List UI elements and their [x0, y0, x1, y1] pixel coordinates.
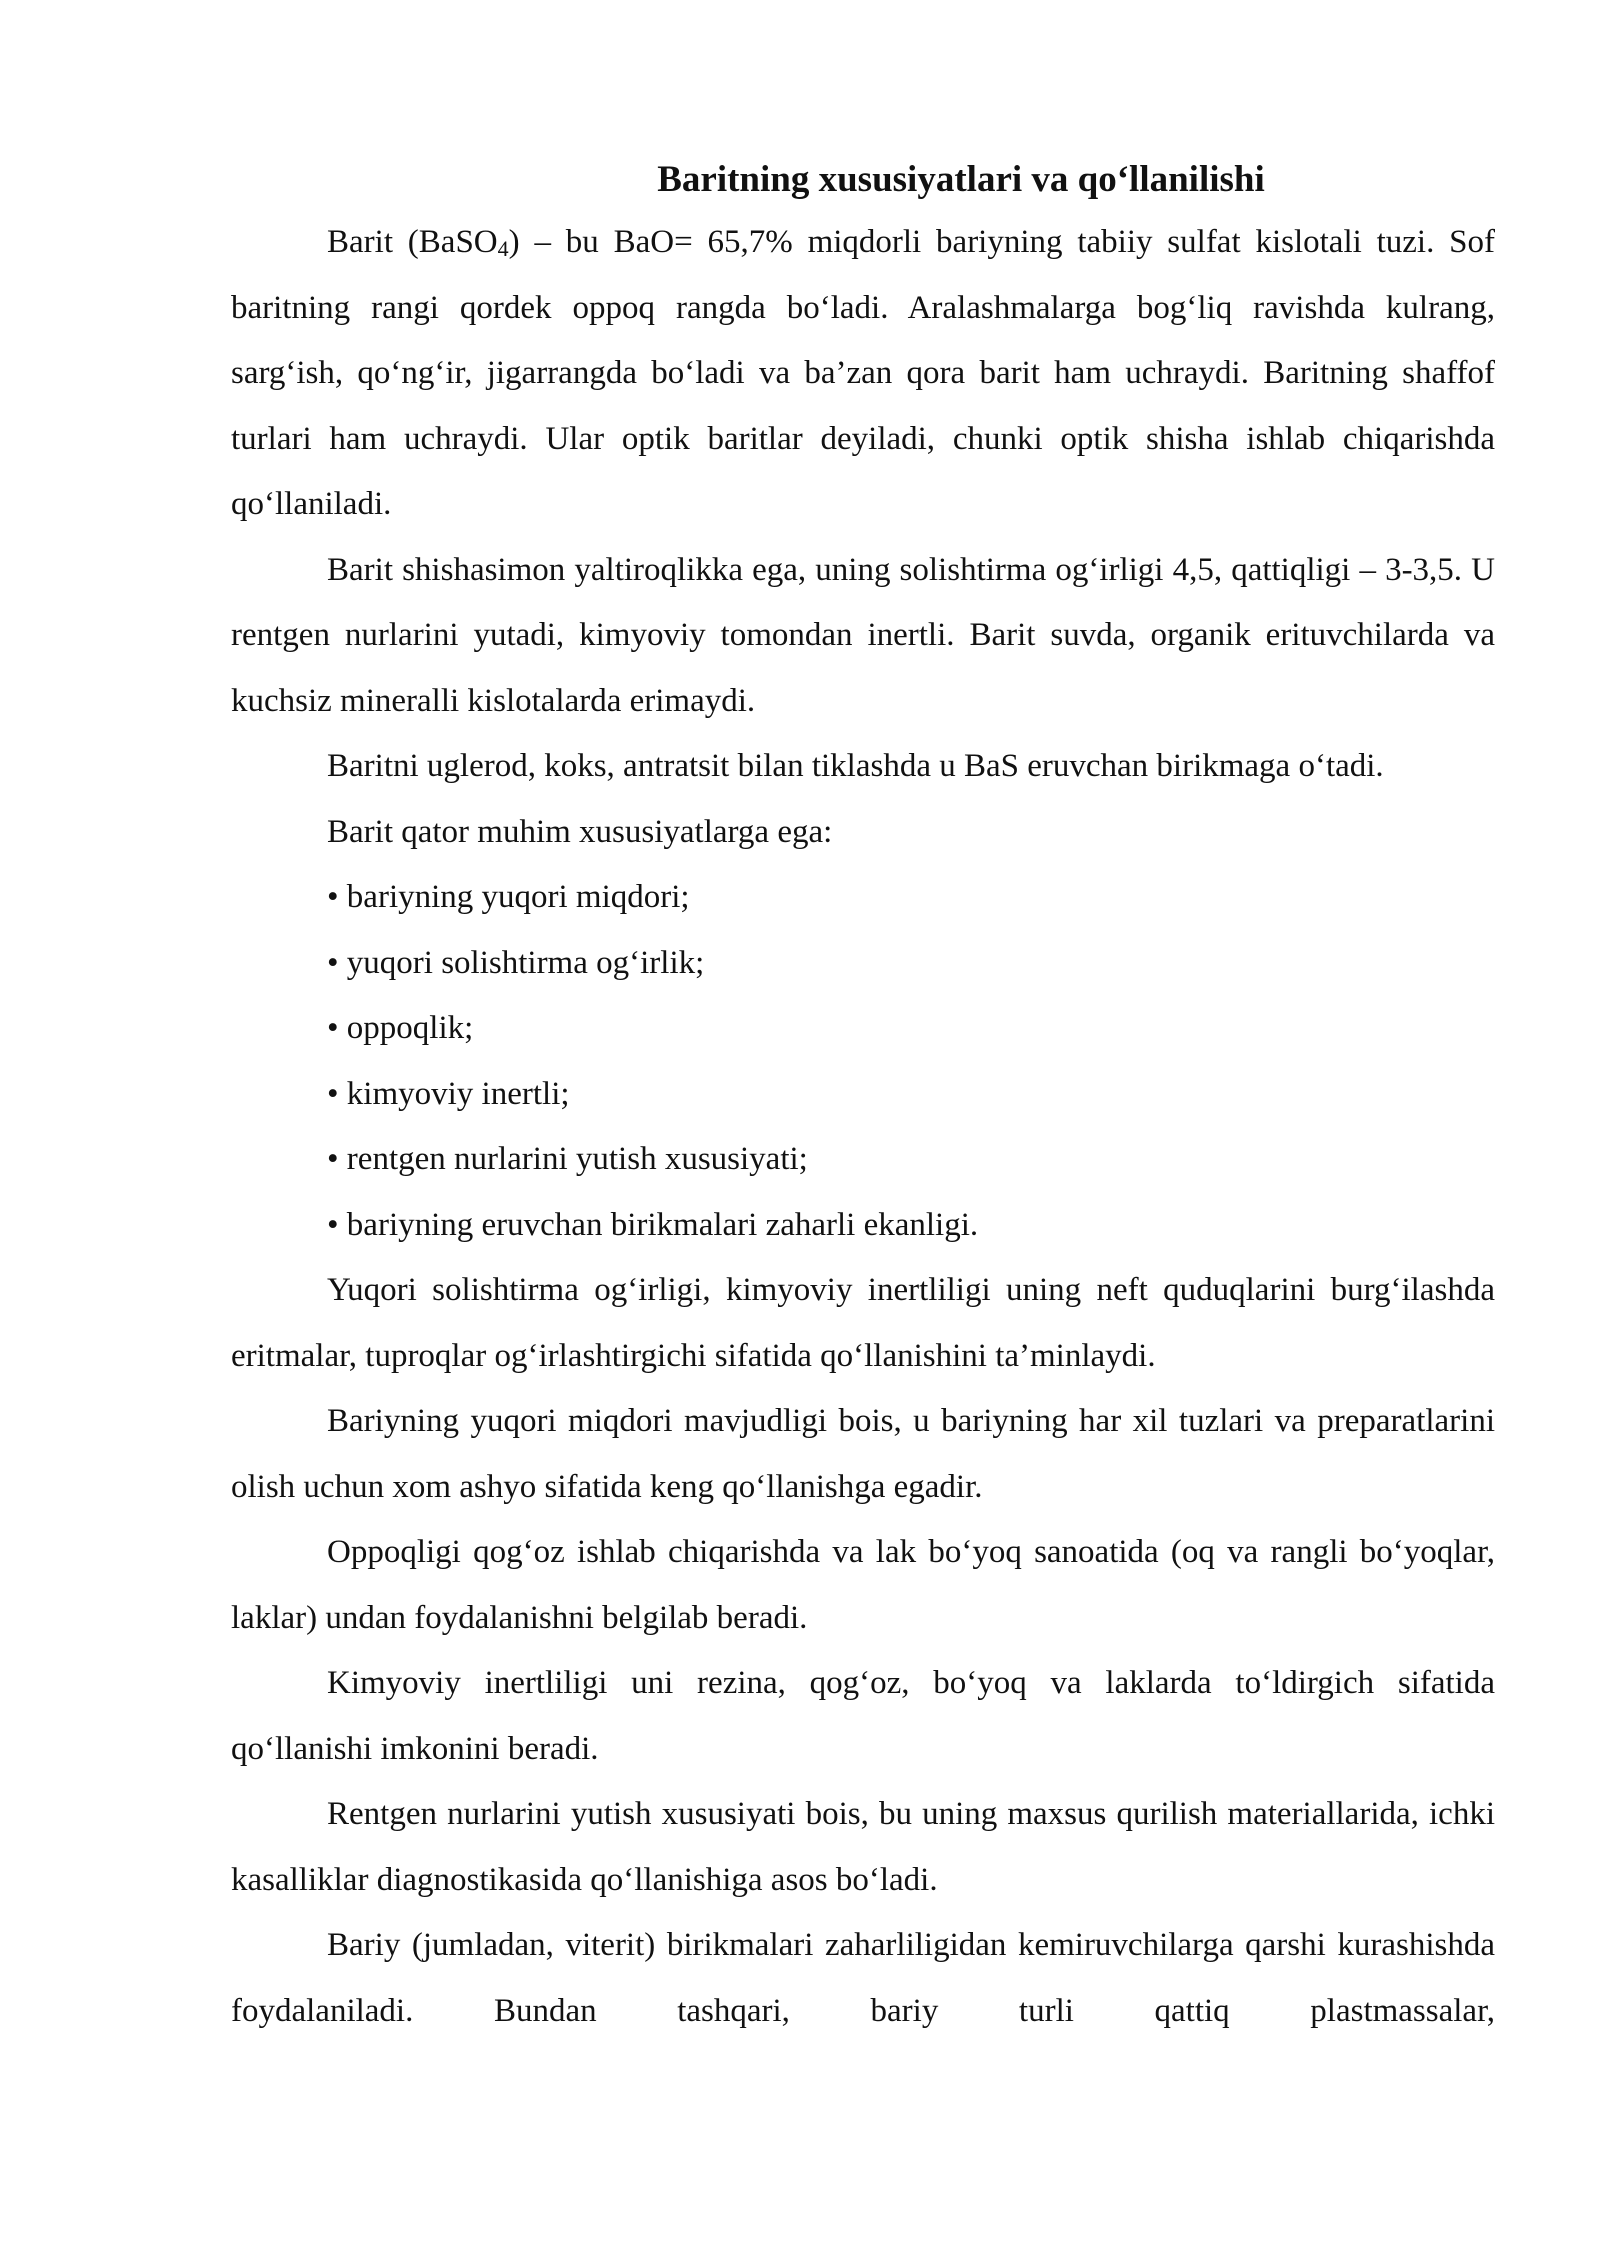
- paragraph-barium-salts: Bariyning yuqori miqdori mavjudligi bois, u bariyning har xil tuzlari va preparatlarini olish uchun xom ashyo sifatida keng qo‘llanishga egadir.: [231, 1403, 1495, 1505]
- paragraph-drilling-use: Yuqori solishtirma og‘irligi, kimyoviy inertliligi uning neft quduqlarini burg‘ilashda eritmalar, tuproqlar og‘irlashtirgichi sifatida qo‘llanishini ta’minlaydi.: [231, 1272, 1495, 1374]
- paragraph-barit-properties: Barit shishasimon yaltiroqlikka ega, uning solishtirma og‘irligi 4,5, qattiqligi – 3-3,5. U rentgen nurlarini yutadi, kimyoviy tomondan inertli. Barit suvda, organik erituvchilarda va kuchsiz mineralli kislotalarda erimaydi.: [231, 551, 1495, 719]
- paragraph-xray-use: Rentgen nurlarini yutish xususiyati bois, bu uning maxsus qurilish materiallarida, ichki kasalliklar diagnostikasida qo‘llanishiga asos bo‘ladi.: [231, 1796, 1495, 1898]
- list-item: • yuqori solishtirma og‘irlik;: [327, 944, 705, 981]
- paragraph-list-intro: Barit qator muhim xususiyatlarga ega:: [327, 813, 833, 850]
- paragraph-text-start: Barit (BaSO: [327, 224, 498, 260]
- list-item: • bariyning eruvchan birikmalari zaharli ekanligi.: [327, 1206, 979, 1243]
- paragraph-toxicity-use: Bariy (jumladan, viterit) birikmalari zaharliligidan kemiruvchilarga qarshi kurashishda foydalaniladi. Bundan tashqari, bariy turli qattiq plastmassalar,: [231, 1927, 1495, 2029]
- list-item: • oppoqlik;: [327, 1010, 474, 1046]
- paragraph-barit-reduction: Baritni uglerod, koks, antratsit bilan tiklashda u BaS eruvchan birikmaga o‘tadi.: [327, 748, 1384, 784]
- properties-list: [231, 865, 1495, 1258]
- list-item: • bariyning yuqori miqdori;: [327, 879, 690, 915]
- subscript-4: 4: [497, 236, 509, 261]
- paragraph-whiteness-use: Oppoqligi qog‘oz ishlab chiqarishda va lak bo‘yoq sanoatida (oq va rangli bo‘yoqlar, laklar) undan foydalanishni belgilab beradi.: [231, 1534, 1495, 1636]
- document-title: Baritning xususiyatlari va qo‘llanilishi: [657, 159, 1265, 200]
- list-item: • rentgen nurlarini yutish xususiyati;: [327, 1141, 808, 1177]
- paragraph-barit-definition: [231, 210, 1495, 538]
- document-page: [231, 150, 1495, 2044]
- paragraph-filler-use: Kimyoviy inertliligi uni rezina, qog‘oz, bo‘yoq va laklarda to‘ldirgich sifatida qo‘llanishi imkonini beradi.: [231, 1665, 1495, 1767]
- list-item: • kimyoviy inertli;: [327, 1075, 570, 1112]
- paragraph-text-rest: ) – bu BaO= 65,7% miqdorli bariyning tabiiy sulfat kislotali tuzi. Sof baritning rangi qordek oppoq rangda bo‘ladi. Aralashmalarga bog‘liq ravishda kulrang, sarg‘ish, qo‘ng‘ir, jigarrangda bo‘ladi va ba’zan qora barit ham uchraydi. Baritning shaffof turlari ham uchraydi. Ular optik baritlar deyiladi, chunki optik shisha ishlab chiqarishda qo‘llaniladi.: [231, 224, 1495, 522]
